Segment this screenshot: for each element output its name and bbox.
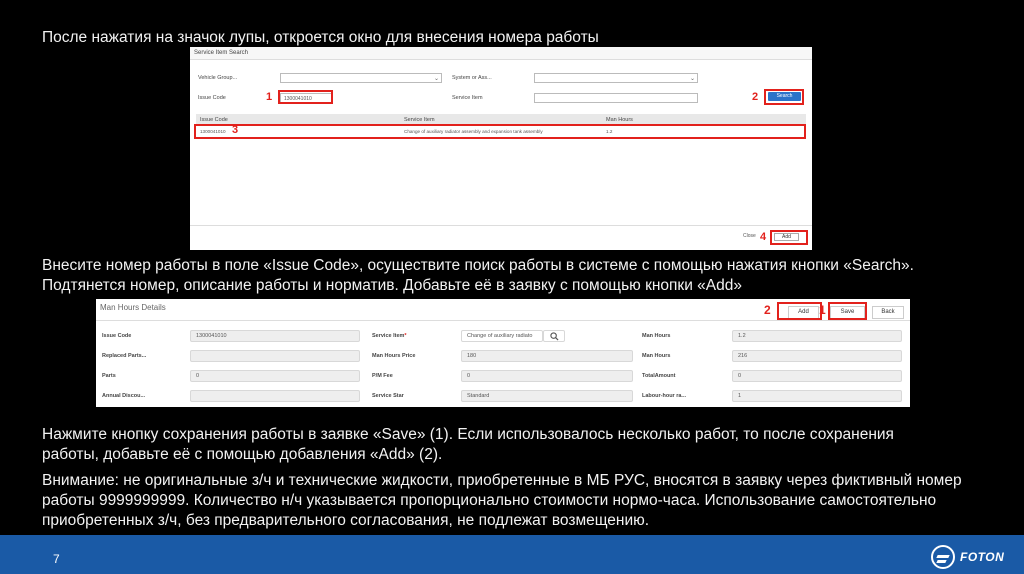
highlight-save-button [828,302,867,320]
dialog-title: Service Item Search [190,47,812,60]
man-hours-label: Man Hours [642,333,671,339]
parts-label: Parts [102,373,116,379]
labour-hour-rate-field[interactable]: 1 [732,390,902,402]
man-hours-amount-field[interactable]: 216 [732,350,902,362]
foton-logo-icon [931,545,955,569]
service-star-field[interactable]: Standard [461,390,633,402]
add-button[interactable]: Add [788,306,819,319]
total-amount-label: TotalAmount [642,373,676,379]
pm-fee-field[interactable]: 0 [461,370,633,382]
service-item-field[interactable]: Change of auxiliary radiato [461,330,543,342]
column-issue-code: Issue Code [200,117,228,123]
man-hours-amount-label: Man Hours [642,353,671,359]
instruction-text: Внесите номер работы в поле «Issue Code», осуществите поиск работы в системе с помощью нажатия кнопки «Search». Подтянется номер, описание работы и норматив. Добавьте её в заявку с помощью кнопки «Add» [42,257,914,294]
annual-discount-field[interactable] [190,390,360,402]
highlight-add-button [777,302,822,320]
service-item-label: Service Item* [372,333,407,339]
close-button[interactable]: Close [743,233,756,239]
annotation-number: 2 [752,91,759,103]
labour-hour-rate-label: Labour-hour ra... [642,393,686,399]
man-hours-price-field[interactable]: 180 [461,350,633,362]
footer-bar [0,535,1024,574]
add-button[interactable]: Add [774,233,799,241]
save-button[interactable]: Save [830,306,865,319]
annual-discount-label: Annual Discou... [102,393,146,399]
issue-code-label: Issue Code [102,333,132,339]
search-icon [550,332,559,341]
pm-fee-label: P/M Fee [372,373,393,379]
replaced-parts-field[interactable] [190,350,360,362]
total-amount-field[interactable]: 0 [732,370,902,382]
divider [96,320,910,321]
highlight-issue-code [278,90,333,104]
service-item-search-button[interactable] [543,330,565,342]
panel-title: Man Hours Details [100,303,166,312]
column-man-hours: Man Hours [606,117,633,123]
parts-field[interactable]: 0 [190,370,360,382]
annotation-number: 1 [819,303,826,317]
service-star-label: Service Star [372,393,404,399]
highlight-search-button [764,89,804,105]
save-instruction-text: Нажмите кнопку сохранения работы в заявке «Save» (1). Если использовалось несколько работ, то после сохранения работы, добавьте её с помощью добавления «Add» (2). [42,426,894,463]
cell-service-item: Change of auxiliary radiator assembly and expansion tank assembly [404,129,543,134]
issue-code-label: Issue Code [198,95,226,101]
page-number: 7 [53,552,60,566]
dialog-footer-divider [190,225,812,226]
man-hours-price-label: Man Hours Price [372,353,416,359]
search-button[interactable]: Search [768,92,801,101]
annotation-number: 3 [232,124,239,136]
issue-code-input[interactable]: 1300041010 [280,93,332,103]
chevron-down-icon: ⌄ [689,76,695,82]
cell-man-hours: 1.2 [606,129,613,134]
warning-text: Внимание: не оригинальные з/ч и технические жидкости, приобретенные в МБ РУС, вносятся в заявку через фиктивный номер работы 9999999999. Количество н/ч указывается пропорционально стоимости нормо-часа. Использование самостоятельно приобретенных з/ч, без предварительного согласования, не подлежат возмещению. [42,472,962,529]
back-button[interactable]: Back [872,306,904,319]
man-hours-field[interactable]: 1.2 [732,330,902,342]
annotation-number: 1 [266,91,273,103]
service-item-label: Service Item [452,95,483,101]
cell-issue-code: 1300041010 [200,129,226,134]
logo-text: FOTON [960,550,1005,564]
heading-text: После нажатия на значок лупы, откроется окно для внесения номера работы [42,29,599,46]
highlight-result-row [194,124,806,139]
service-item-search-dialog [190,47,812,250]
column-service-item: Service Item [404,117,435,123]
highlight-add-button [770,230,808,245]
chevron-down-icon: ⌄ [433,76,439,82]
system-label: System or Ass... [452,75,492,81]
vehicle-group-select[interactable] [280,73,442,83]
annotation-number: 2 [764,303,771,317]
service-item-input[interactable] [534,93,698,103]
foton-logo [931,545,1015,569]
issue-code-field[interactable]: 1300041010 [190,330,360,342]
replaced-parts-label: Replaced Parts... [102,353,147,359]
vehicle-group-label: Vehicle Group... [198,75,238,81]
system-select[interactable] [534,73,698,83]
annotation-number: 4 [760,231,767,243]
